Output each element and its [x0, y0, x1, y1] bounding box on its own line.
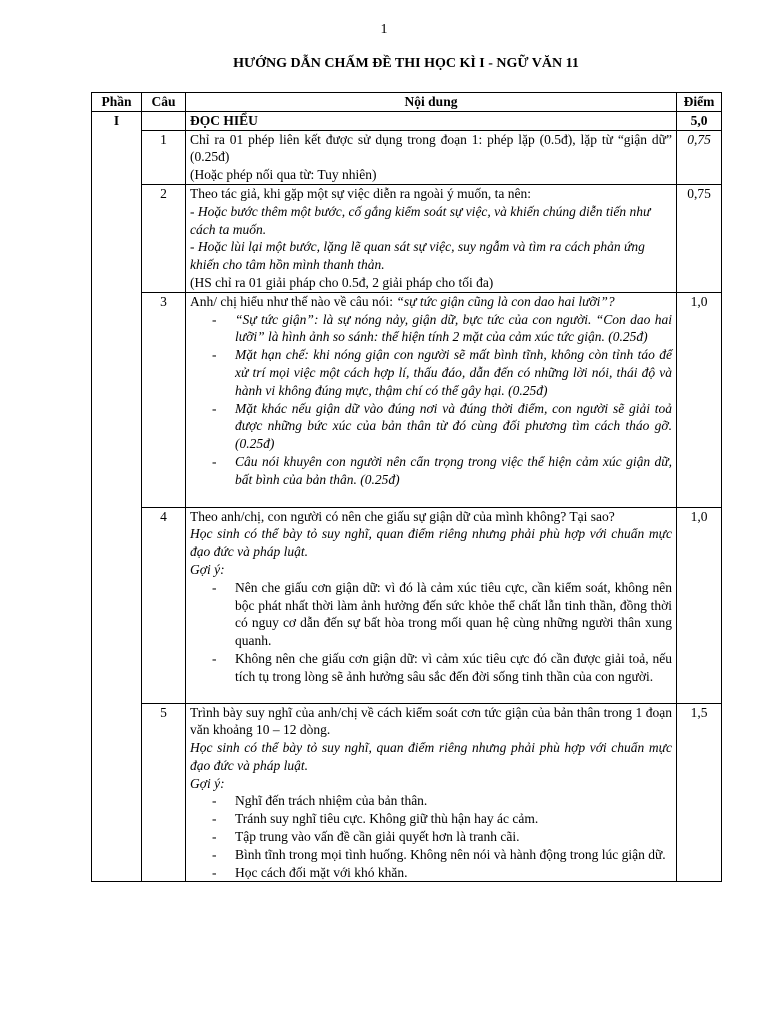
list-item: - Nên che giấu cơn giận dữ: vì đó là cảm xúc tiêu cực, cần kiểm soát, không nên bộc phát nhất thời làm ảnh hưởng đến sức khỏe thể chất lẫn tinh thần, đồng thời có nguy cơ dẫn đến sự bất hòa trong mối quan hệ cùng những người thân xung quanh. [190, 579, 672, 650]
table-row [92, 703, 722, 882]
section-label: ĐỌC HIỂU [186, 111, 677, 130]
question-number: 4 [142, 507, 186, 703]
header-content: Nội dung [186, 93, 677, 112]
hint-label: Gợi ý: [190, 775, 225, 791]
empty-cell [142, 111, 186, 130]
answer-content [186, 184, 677, 292]
part-cell: I [92, 111, 142, 882]
question-number: 5 [142, 703, 186, 882]
question-points: 1,0 [677, 292, 722, 507]
grading-table [91, 92, 722, 882]
question-number: 3 [142, 292, 186, 507]
answer-guidance: Học sinh có thể bày tỏ suy nghĩ, quan điểm riêng nhưng phải phù hợp với chuẩn mực đạo đức và pháp luật. [190, 526, 672, 560]
spacer [190, 489, 672, 507]
list-item: - Nghĩ đến trách nhiệm của bản thân. [190, 792, 672, 810]
question-points: 1,5 [677, 703, 722, 882]
answer-list [190, 792, 672, 881]
answer-content [186, 292, 677, 507]
section-row [92, 111, 722, 130]
table-header-row [92, 93, 722, 112]
list-item: - Bình tĩnh trong mọi tình huống. Không nên nói và hành động trong lúc giận dữ. [190, 846, 672, 864]
header-part: Phần [92, 93, 142, 112]
list-item: - Học cách đối mặt với khó khăn. [190, 864, 672, 882]
answer-text: Chỉ ra 01 phép liên kết được sử dụng trong đoạn 1: phép lặp (0.5đ), lặp từ “giận dữ” (0.25đ) [190, 131, 672, 165]
question-text: Theo anh/chị, con người có nên che giấu sự giận dữ của mình không? Tại sao? [190, 508, 615, 524]
answer-content [186, 507, 677, 703]
section-points: 5,0 [677, 111, 722, 130]
list-item: - Tập trung vào vấn đề cần giải quyết hơn là tranh cãi. [190, 828, 672, 846]
question-points: 1,0 [677, 507, 722, 703]
document-title: HƯỚNG DẪN CHẤM ĐỀ THI HỌC KÌ I - NGỮ VĂN 11 [233, 56, 579, 71]
question-text: Trình bày suy nghĩ của anh/chị về cách kiểm soát cơn tức giận của bản thân trong 1 đoạn văn khoảng 10 – 12 dòng. [190, 704, 672, 738]
hint-label: Gợi ý: [190, 561, 225, 577]
list-item: - Tránh suy nghĩ tiêu cực. Không giữ thù hận hay ác cảm. [190, 810, 672, 828]
header-points: Điểm [677, 93, 722, 112]
answer-option: - Hoặc bước thêm một bước, cố gắng kiểm soát sự việc, và khiến chúng diễn tiến như cách ta muốn. [190, 203, 651, 237]
answer-list [190, 311, 672, 489]
header-question: Câu [142, 93, 186, 112]
table-row [92, 507, 722, 703]
answer-alt: (Hoặc phép nối qua từ: Tuy nhiên) [190, 167, 377, 183]
table-row [92, 292, 722, 507]
list-item: - Không nên che giấu cơn giận dữ: vì cảm xúc tiêu cực đó cần được giải toả, nếu tích tụ trong lòng sẽ ảnh hưởng sâu sắc đến đời sống tinh thần của con người. [190, 650, 672, 686]
table-row [92, 130, 722, 184]
question-number: 2 [142, 184, 186, 292]
list-item: - Mặt hạn chế: khi nóng giận con người sẽ mất bình tĩnh, không còn tỉnh táo để xử trí mọi việc một cách hợp lí, thấu đáo, dẫn đến có những lời nói, thái độ và hành vi không đúng mực, thậm chí có thể gây hại. (0.25đ) [190, 346, 672, 399]
answer-content [186, 703, 677, 882]
list-item: - Câu nói khuyên con người nên cẩn trọng trong việc thể hiện cảm xúc giận dữ, bất bình của bản thân. (0.25đ) [190, 453, 672, 489]
question-quote: “sự tức giận cũng là con dao hai lưỡi”? [396, 293, 615, 309]
page-number: 1 [380, 22, 388, 37]
question-plain: Anh/ chị hiểu như thế nào về câu nói: [190, 293, 397, 309]
question-text [190, 293, 672, 311]
answer-intro: Theo tác giả, khi gặp một sự việc diễn ra ngoài ý muốn, ta nên: [190, 185, 531, 201]
answer-note: (HS chỉ ra 01 giải pháp cho 0.5đ, 2 giải pháp cho tối đa) [190, 274, 494, 290]
list-item: - “Sự tức giận”: là sự nóng nảy, giận dữ, bực tức của con người. “Con dao hai lưỡi” là hình ảnh so sánh: thể hiện tính 2 mặt của cảm xúc tức giận. (0.25đ) [190, 311, 672, 347]
answer-list [190, 579, 672, 686]
list-item: - Mặt khác nếu giận dữ vào đúng nơi và đúng thời điểm, con người sẽ giải toả được những bức xúc của bản thân từ đó cùng đối phương tìm cách tháo gỡ. (0.25đ) [190, 400, 672, 453]
spacer [190, 686, 672, 703]
answer-content [186, 130, 677, 184]
question-number: 1 [142, 130, 186, 184]
question-points: 0,75 [677, 184, 722, 292]
table-row [92, 184, 722, 292]
question-points: 0,75 [677, 130, 722, 184]
answer-option: - Hoặc lùi lại một bước, lặng lẽ quan sát sự việc, suy ngẫm và tìm ra cách phản ứng khiến cho tâm hồn mình thanh thản. [190, 239, 645, 273]
answer-guidance: Học sinh có thể bày tỏ suy nghĩ, quan điểm riêng nhưng phải phù hợp với chuẩn mực đạo đức và pháp luật. [190, 740, 672, 773]
